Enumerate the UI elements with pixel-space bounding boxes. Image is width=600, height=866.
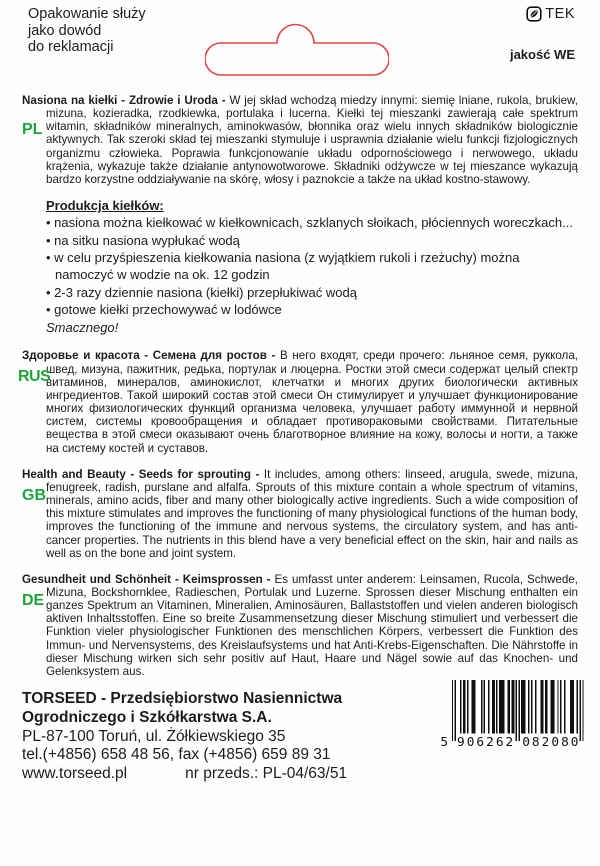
svg-text:2: 2 [486, 734, 494, 749]
company-address: PL-87-100 Toruń, ul. Żółkiewskiego 35 [22, 727, 286, 745]
gb-paragraph [22, 468, 578, 560]
bullet-item: • na sitku nasiona wypłukać wodą [46, 232, 578, 249]
claim-note-line: do reklamacji [28, 39, 114, 55]
section-de [22, 573, 578, 678]
company-reg-number: nr przeds.: PL-04/63/51 [185, 765, 348, 783]
lang-label-pl: PL [22, 121, 43, 138]
svg-text:0: 0 [570, 734, 579, 749]
svg-text:0: 0 [522, 734, 530, 749]
bullet-item: • nasiona można kiełkować w kiełkownicach, szklanych słoikach, płóciennych woreczkach... [46, 214, 578, 231]
claim-note-line: jako dowód [28, 22, 102, 39]
footer [22, 690, 578, 784]
lang-label-gb: GB [22, 486, 46, 504]
svg-text:8: 8 [531, 734, 540, 749]
pl-paragraph [22, 94, 578, 186]
ean13-barcode [439, 680, 584, 748]
quality-label: jakość WE [509, 47, 575, 62]
gb-body: It includes, among others: linseed, arugula, swede, mizuna, fenugreek, radish, purslane and alfalfa. Sprouts of this mixture contain a whole spectrum of vitamins, minerals, amino acids, fiber and many other biologically active ingredients. Such a wide composition of this mixture stimulates and improves the functioning of many physiological functions of the human body, improves the functioning of the immune and nervous systems, the circulatory system, and has anti-cancer properties. The nutrients in this blend have a very beneficial effect on the skin, hair and nails as well as on the bone and joint system. [46, 467, 578, 560]
de-paragraph [22, 573, 578, 678]
production-bullet-list [46, 214, 578, 318]
leaf-icon [526, 6, 542, 22]
section-rus [18, 349, 578, 455]
logo-text: TEK [545, 6, 575, 22]
production-instructions [46, 197, 578, 336]
tek-logo [526, 6, 575, 22]
svg-text:2: 2 [505, 734, 514, 749]
company-phone: tel.(+4856) 658 48 56, fax (+4856) 659 89 31 [22, 746, 331, 764]
rus-paragraph [22, 349, 578, 454]
packet-text-content [18, 94, 579, 784]
de-body: Es umfasst unter anderem: Leinsamen, Rucola, Schwede, Mizuna, Bockshornklee, Radieschen, Portulak und Luzerne. Sprossen dieser Mischung enthalten ein ganzes Spektrum an Vitaminen, Mineralien, Aminosäuren, Ballaststoffen und vielen anderen biologisch aktiven Inhaltsstoffen. Eine so breite Zusammensetzung dieser Mischung stimuliert und verbessert die Funktion vieler physiologischer Funktionen des menschlichen Körpers, verbessert die Funktion des Immun- und Nervensystems, des Kreislaufsystems und hat Anti-Krebs-Eigenschaften. Die Nährstoffe in dieser Mischung wirken sich sehr positiv auf Haut, Haare und Nägel sowie auf das Knochen- und Gelenksystem aus. [46, 572, 578, 678]
section-pl [22, 94, 578, 186]
svg-text:8: 8 [561, 734, 569, 749]
production-heading: Produkcja kiełków: [46, 198, 164, 214]
company-name-line: TORSEED - Przedsiębiorstwo Nasiennictwa [22, 690, 343, 708]
bullet-item: • gotowe kiełki przechowywać w lodówce [46, 301, 578, 318]
claim-note [28, 6, 146, 56]
closing-note: Smacznego! [46, 320, 119, 336]
hang-tab-outline [205, 22, 389, 77]
company-name-line: Ogrodniczego i Szkółkarstwa S.A. [22, 708, 272, 726]
section-gb [22, 468, 578, 560]
svg-text:2: 2 [541, 734, 550, 749]
svg-text:0: 0 [551, 734, 560, 749]
de-heading: Gesundheit und Schönheit - Keimsprossen - [22, 572, 271, 586]
gb-heading: Health and Beauty - Seeds for sprouting - [22, 467, 260, 481]
claim-note-line: Opakowanie służy [28, 6, 146, 22]
company-website: www.torseed.pl [22, 765, 128, 783]
svg-text:6: 6 [495, 734, 504, 749]
pl-body: W jej skład wchodzą miedzy innymi: siemię lniane, rukola, brukiew, mizuna, kozieradka, rzodkiewka, portulaka i lucerna. Kiełki tej mieszanki zawierają całe spektrum witamin, składników mineralnych, aminokwasów, błonnika oraz wielu innych składników biologicznie aktywnych. Tak szeroki skład tej mieszanki stymuluje i usprawnia działanie wielu funkcji fizjologicznych organizmu człowieka. Poprawia funkcjonowanie układu odpornościowego i nerwowego, układu krążenia, wykazuje także działanie antynowotworowe. Składniki odżywcze w tej mieszance wykazują bardzo korzystne oddziaływanie na skórę, włosy i paznokcie a także na układ kostno-stawowy. [46, 94, 578, 186]
lang-label-rus: RUS [18, 368, 51, 386]
svg-text:0: 0 [466, 734, 475, 749]
svg-text:9: 9 [457, 734, 465, 749]
svg-text:5: 5 [440, 734, 449, 749]
bullet-item: • 2-3 razy dziennie nasiona (kiełki) przepłukiwać wodą [46, 284, 578, 301]
rus-heading: Здоровье и красота - Семена для ростов - [22, 349, 276, 363]
rus-body: В него входят, среди прочего: льняное семя, руккола, швед, мизуна, пажитник, редька, портулак и люцерна. Ростки этой смеси содержат целый спектр витаминов, минералов, аминокислот, клетчатки и многих других биологически активных ингредиентов. Такой широкий состав этой смеси Он стимулирует и улучшает функционирование многих физиологических функций организма человека, улучшает работу иммунной и нервной систем, системы кровообращения и обладает противораковыми свойствами. Питательные вещества в этой смеси оказывают очень благотворное влияние на кожу, волосы и ногти, а также на систему костей и суставов. [46, 349, 578, 455]
lang-label-de: DE [22, 591, 45, 609]
pl-heading: Nasiona na kiełki - Zdrowie i Uroda - [22, 94, 226, 107]
bullet-item: • w celu przyśpieszenia kiełkowania nasiona (z wyjątkiem rukoli i rzeżuchy) można namoczyć w wodzie na ok. 12 godzin [46, 249, 578, 284]
svg-text:6: 6 [476, 734, 485, 749]
company-last-line [22, 765, 578, 784]
